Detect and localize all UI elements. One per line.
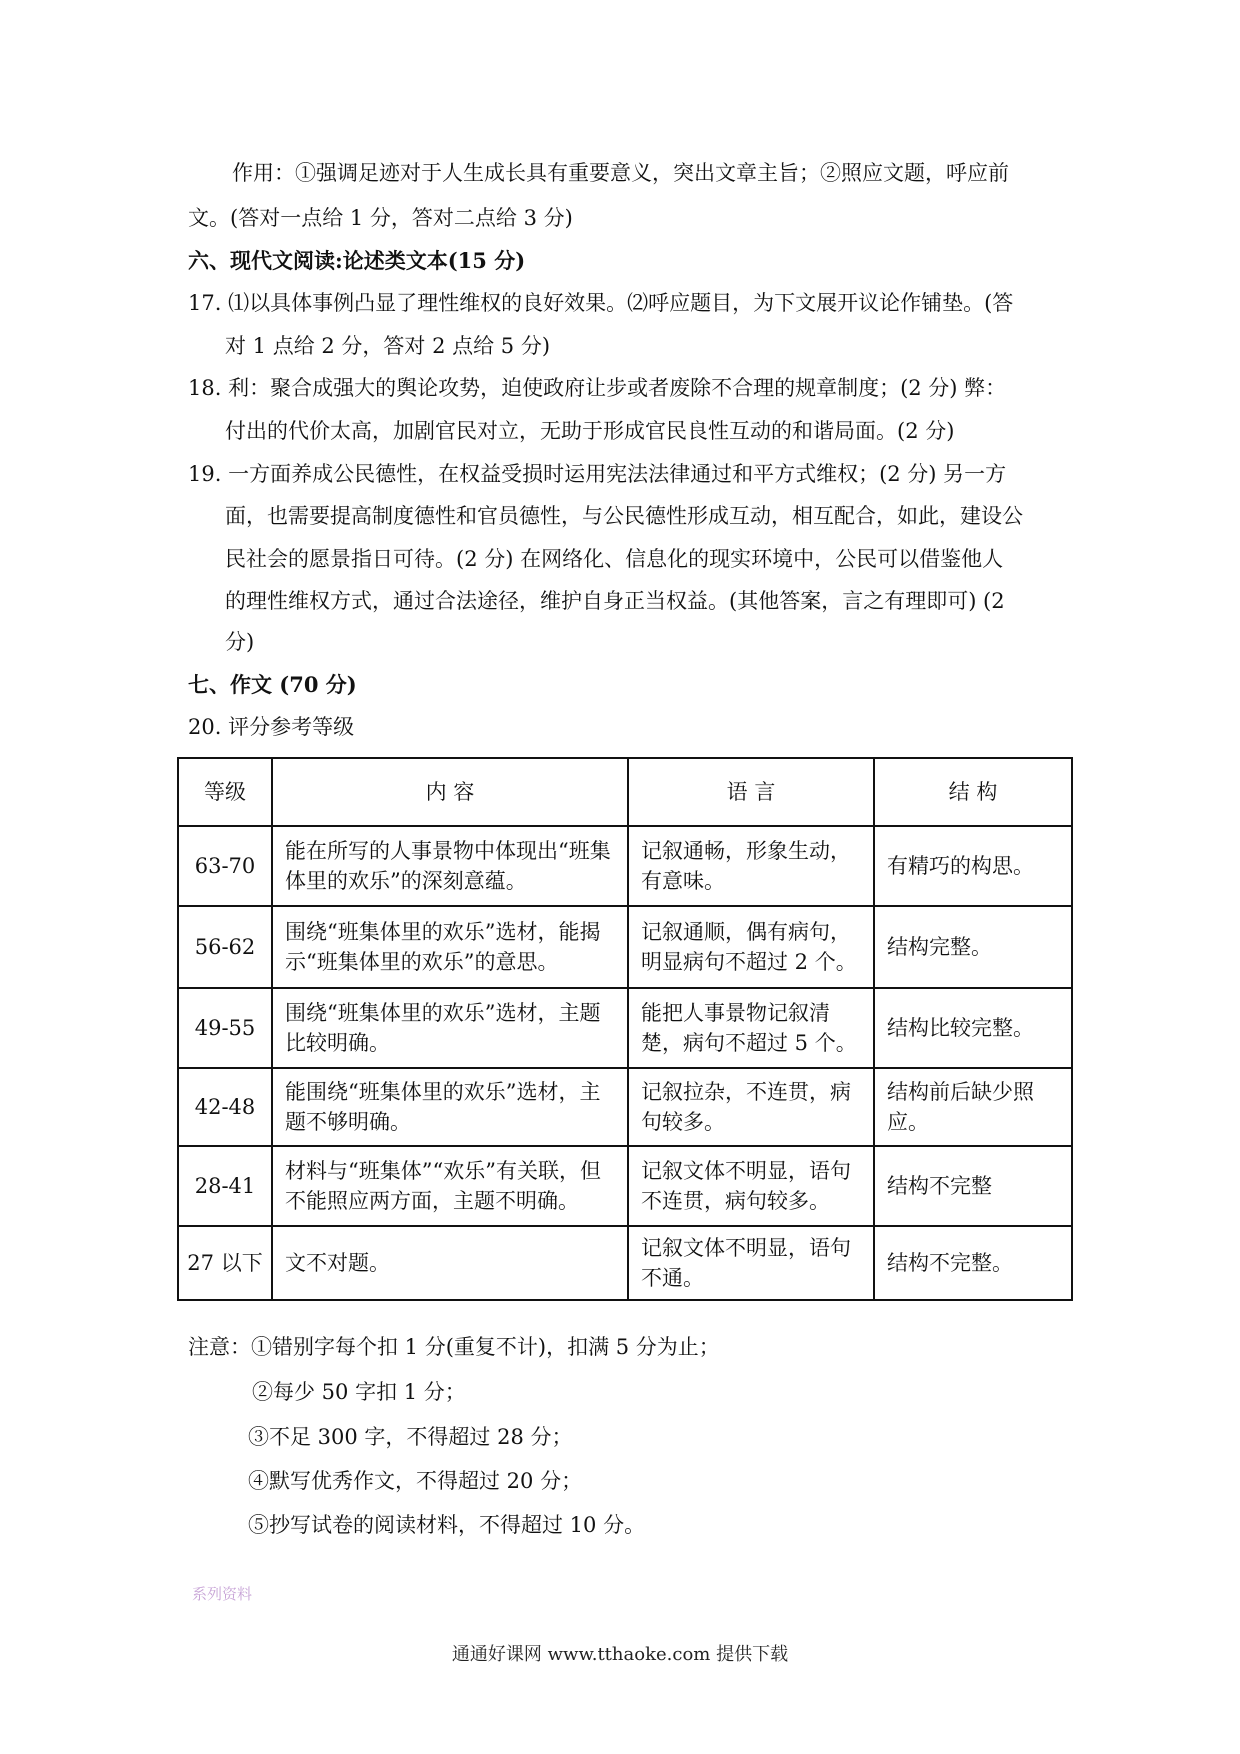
section-7-heading: 七、作文 (70 分) [188,672,357,697]
grade-level: 27 以下 [178,1226,272,1300]
table-header-level: 等级 [178,758,272,826]
footer-site-credit: 通通好课网 www.tthaoke.com 提供下载 [451,1644,789,1665]
grade-language: 能把人事景物记叙清楚，病句不超过 5 个。 [628,988,874,1068]
answer-19-line-1: 19. 一方面养成公民德性，在权益受损时运用宪法法律通过和平方式维权；(2 分) 另一方 [188,462,1007,486]
grade-level: 63-70 [178,826,272,906]
grade-language: 记叙通畅，形象生动，有意味。 [628,826,874,906]
grade-structure: 结构前后缺少照应。 [874,1068,1072,1146]
grade-content: 材料与“班集体”“欢乐”有关联，但不能照应两方面，主题不明确。 [272,1146,628,1226]
answer-19-line-4: 的理性维权方式，通过合法途径，维护自身正当权益。(其他答案，言之有理即可) (2 [225,589,1005,613]
answer-18-line-2: 付出的代价太高，加剧官民对立，无助于形成官民良性互动的和谐局面。(2 分) [225,419,955,443]
answer-19-line-5: 分) [225,630,255,654]
grade-structure: 有精巧的构思。 [874,826,1072,906]
grading-table [177,757,1073,1301]
answer-18-line-1: 18. 利：聚合成强大的舆论攻势，迫使政府让步或者废除不合理的规章制度；(2 分) 弊： [188,376,1007,400]
grade-content: 能围绕“班集体里的欢乐”选材，主题不够明确。 [272,1068,628,1146]
answer-17-line-2: 对 1 点给 2 分，答对 2 点给 5 分) [225,334,551,358]
note-3: ③不足 300 字，不得超过 28 分； [248,1425,573,1449]
table-row [178,988,1072,1068]
table-header-content: 内 容 [272,758,628,826]
answer-16-effect-line-2: 文。(答对一点给 1 分，答对二点给 3 分) [188,206,573,230]
table-row [178,1068,1072,1146]
table-header-structure: 结 构 [874,758,1072,826]
grade-structure: 结构比较完整。 [874,988,1072,1068]
answer-20-heading: 20. 评分参考等级 [188,715,355,739]
grade-structure: 结构完整。 [874,906,1072,988]
grade-content: 围绕“班集体里的欢乐”选材，主题比较明确。 [272,988,628,1068]
grade-structure: 结构不完整。 [874,1226,1072,1300]
grade-language: 记叙通顺，偶有病句，明显病句不超过 2 个。 [628,906,874,988]
note-1: 注意：①错别字每个扣 1 分(重复不计)，扣满 5 分为止； [188,1335,720,1359]
section-6-heading: 六、现代文阅读:论述类文本(15 分) [188,248,526,273]
grade-content: 围绕“班集体里的欢乐”选材，能揭示“班集体里的欢乐”的意思。 [272,906,628,988]
grade-language: 记叙文体不明显，语句不通。 [628,1226,874,1300]
table-row [178,1146,1072,1226]
table-header-language: 语 言 [628,758,874,826]
table-row [178,1226,1072,1300]
table-header-row [178,758,1072,826]
grade-level: 49-55 [178,988,272,1068]
grade-level: 42-48 [178,1068,272,1146]
grade-level: 56-62 [178,906,272,988]
answer-16-effect-line-1: 作用：①强调足迹对于人生成长具有重要意义，突出文章主旨；②照应文题，呼应前 [232,161,1009,185]
answer-19-line-3: 民社会的愿景指日可待。(2 分) 在网络化、信息化的现实环境中，公民可以借鉴他人 [225,547,1004,571]
grade-structure: 结构不完整 [874,1146,1072,1226]
grade-language: 记叙文体不明显，语句不连贯，病句较多。 [628,1146,874,1226]
note-5: ⑤抄写试卷的阅读材料，不得超过 10 分。 [248,1513,646,1537]
grade-content: 文不对题。 [272,1226,628,1300]
table-row [178,906,1072,988]
answer-17-line-1: 17. ⑴以具体事例凸显了理性维权的良好效果。⑵呼应题目，为下文展开议论作铺垫。(答 [188,291,1014,315]
series-label: 系列资料 [192,1585,253,1603]
grade-language: 记叙拉杂，不连贯，病句较多。 [628,1068,874,1146]
note-2: ②每少 50 字扣 1 分； [252,1380,466,1404]
answer-19-line-2: 面，也需要提高制度德性和官员德性，与公民德性形成互动，相互配合，如此，建设公 [225,504,1023,528]
table-row [178,826,1072,906]
grade-content: 能在所写的人事景物中体现出“班集体里的欢乐”的深刻意蕴。 [272,826,628,906]
grade-level: 28-41 [178,1146,272,1226]
note-4: ④默写优秀作文，不得超过 20 分； [248,1469,583,1493]
